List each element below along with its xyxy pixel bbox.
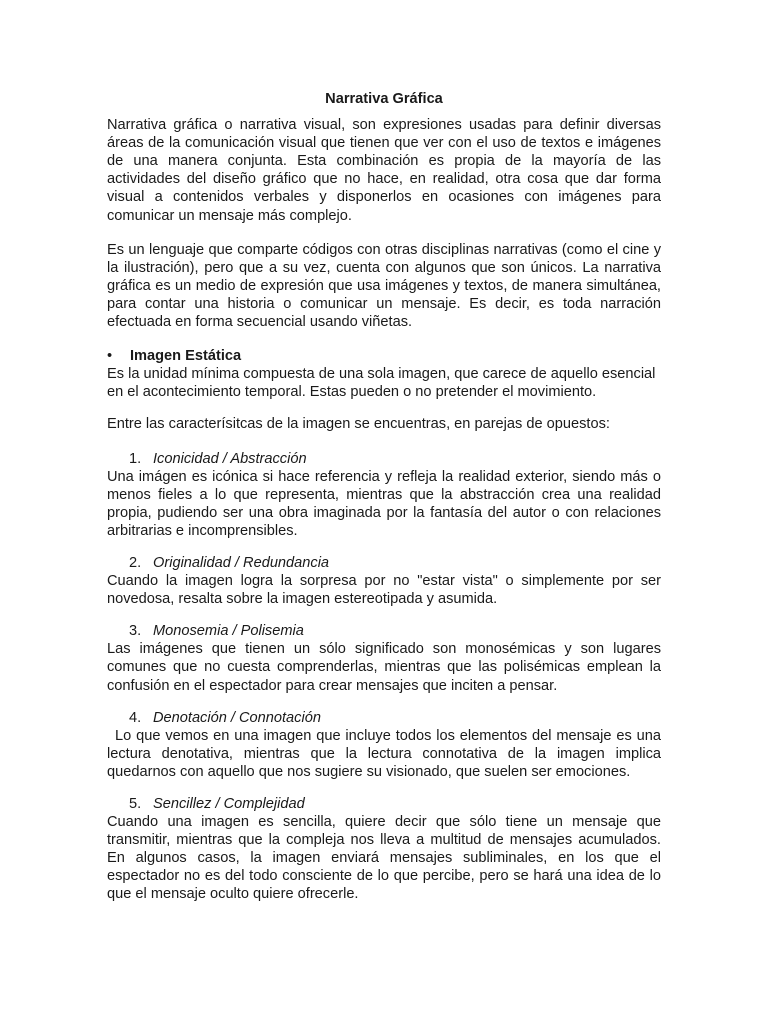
list-intro: Entre las caracterísitcas de la imagen se encuentras, en parejas de opuestos: xyxy=(107,416,610,433)
list-item-body: Cuando la imagen logra la sorpresa por no "estar vista" o simplemente por ser novedosa, resalta sobre la imagen estereotipada y asumida. xyxy=(107,573,661,608)
list-item-heading xyxy=(107,709,661,727)
list-item-heading xyxy=(107,450,661,468)
list-item-body: Una imágen es icónica si hace referencia y refleja la realidad exterior, siendo más o menos fieles a lo que representa, mientras que la abstracción crea una realidad propia, pudiendo ser una obra imaginada por la fantasía del autor o con relaciones arbitrarias e incomprensibles. xyxy=(107,468,661,539)
list-item-title: Monosemia / Polisemia xyxy=(153,623,304,640)
page-title: Narrativa Gráfica xyxy=(325,91,443,107)
list-item-heading xyxy=(107,795,661,813)
list-item xyxy=(107,709,661,781)
list-item xyxy=(107,622,661,694)
list-item-number: 1. xyxy=(129,450,142,467)
bullet-heading xyxy=(107,347,661,365)
bullet-heading-text: Imagen Estática xyxy=(130,348,242,365)
bullet-body: Es la unidad mínima compuesta de una sola imagen, que carece de aquello esencial en el acontecimiento temporal. Estas pueden o no pretender el movimiento. xyxy=(107,366,656,401)
list-item-number: 4. xyxy=(129,709,142,726)
list-item xyxy=(107,450,661,540)
list-item xyxy=(107,795,661,904)
list-item-heading xyxy=(107,554,661,572)
list-item-number: 2. xyxy=(129,554,142,571)
list-item-body: Lo que vemos en una imagen que incluye todos los elementos del mensaje es una lectura denotativa, mientras que la lectura connotativa de la imagen implica quedarnos con aquello que nos sugiere su visionado, que suelen ser emociones. xyxy=(107,727,661,780)
list-item-body: Las imágenes que tienen un sólo significado son monosémicas y son lugares comunes que no cuesta comprenderlas, mientras que las polisémicas emplean la confusión en el espectador para crear mensajes que inciten a pensar. xyxy=(107,641,661,694)
list-item-title: Sencillez / Complejidad xyxy=(153,796,305,812)
bullet-icon: • xyxy=(107,348,113,365)
paragraph-intro-1: Narrativa gráfica o narrativa visual, son expresiones usadas para definir diversas áreas de la comunicación visual que tienen que ver con el uso de textos e imágenes de una manera conjunta. Esta combinación es propia de la mayoría de las actividades del diseño gráfico que no hace, en realidad, otra cosa que dar forma visual a contenidos verbales y disponerlos en ocasiones con imágenes para comunicar un mensaje más complejo. xyxy=(107,117,661,224)
list-item-number: 5. xyxy=(129,796,142,812)
list-item-title: Originalidad / Redundancia xyxy=(153,554,330,571)
list-item-title: Denotación / Connotación xyxy=(153,709,321,726)
list-item-number: 3. xyxy=(129,623,142,640)
list-item-title: Iconicidad / Abstracción xyxy=(153,450,307,467)
paragraph-intro-2: Es un lenguaje que comparte códigos con otras disciplinas narrativas (como el cine y la ilustración), pero que a su vez, cuenta con algunos que son únicos. La narrativa gráfica es un medio de expresión que usa imágenes y textos, de manera simultánea, para contar una historia o comunicar un mensaje. Es decir, es toda narración efectuada en forma secuencial usando viñetas. xyxy=(107,241,661,331)
list-item-body: Cuando una imagen es sencilla, quiere decir que sólo tiene un mensaje que transmitir, mientras que la compleja nos lleva a multitud de mensajes acumulados. En algunos casos, la imagen enviará mensajes subliminales, en los que el espectador no es del todo consciente de lo que percibe, pero se hará una idea de lo que el mensaje oculto quiere ofrecerle. xyxy=(107,814,661,903)
list-item xyxy=(107,554,661,608)
document-page xyxy=(107,90,661,918)
list-item-heading xyxy=(107,622,661,640)
